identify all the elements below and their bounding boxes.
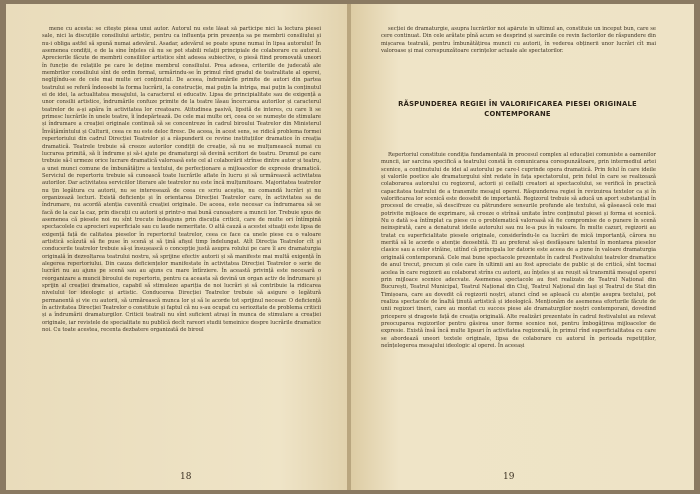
right-page [351, 4, 694, 490]
open-book [6, 4, 694, 490]
right-page-body: Repertoriul constituie condiția fundamentală în procesul complex al educației comuniste a oamenilor muncii, iar sarcina specifică a teatrului constă în comunicarea corespunzătoare, prin intermediul artei scenice, a conținutului de idei al autorului pe care-l cuprinde opera dramatică. Prin felul în care ideile și valorile poetice ale dramaturgului sînt redate în fața spectatorului, prin felul în care se realizează colaborarea autorului cu regizorul, actorii și ceilalți creatori ai spectacolului, se verifică în practică capacitatea teatrului de a transmite mesajul operei. Răspunderea regiei în revizuirea textelor ca și în valorificarea lor scenică este deosebit de importantă. Regizorul trebuie să aducă un aport substanțial în procesul de creație, să descifreze cu pătrundere sensurile profunde ale textului, să găsească cele mai potrivite mijloace de exprimare, să creeze o strînsă unitate între conținutul piesei și forma ei scenică. Nu o dată s-a întîmplat ca piese cu o problematică valoroasă să fie compromise de o punere în scenă neinspirată, care a denaturat ideile autorului sau nu le-a pus în valoare. În multe cazuri, regizorii au tratat cu superficialitate piesele originale, considerîndu-le ca lucrări de mică importanță, cărora nu merită să le acorde o atenție deosebită. Ei au preferat să-și desfășoare talentul în montarea pieselor clasice sau a celor străine, uitînd că principala lor datorie este aceea de a pune în valoare dramaturgia originală contemporană. Cele mai bune spectacole prezentate în cadrul Festivalului teatrelor dramatice de anul trecut, precum și cele care în ultimii ani au fost apreciate de public și de critică, sînt tocmai acelea în care regizorii au colaborat strîns cu autorii, au înțeles și au reușit să transmită mesajul operei prin mijloace scenice adecvate. Asemenea spectacole au fost realizate de Teatrul Național din București, Teatrul Municipal, Teatrul Național din Cluj, Teatrul Național din Iași și Teatrul de Stat din Timișoara, care au dovedit că regizorii noștri, atunci cînd se apleacă cu atenție asupra textului, pot realiza spectacole de înaltă ținută artistică și ideologică. Menționăm de asemenea eforturile făcute de unii regizori tineri, care au montat cu succes piese ale dramaturgilor noștri contemporani, dovedind pricepere și dragoste față de creația originală. Alte realizări prezentate în cadrul festivalului au relevat preocuparea regizorilor pentru găsirea unor forme scenice noi, pentru îmbogățirea mijloacelor de expresie. Există însă încă multe lipsuri în activitatea regizorală, în primul rînd superficialitatea cu care se abordează uneori textele originale, lipsa de colaborare cu autorul în perioada repetițiilor, neînțelegerea mesajului ideologic al operei. În aceeași [381, 152, 656, 349]
left-page-number: 18 [180, 472, 192, 482]
right-page-top-text: secției de dramaturgie, asupra lucrărilor noi apărute în ultimul an, constituie un început bun, care se cere continuat. Din cele arătate pînă acum se desprind și sarcinile ce revin factorilor de răspundere din mișcarea teatrală, pentru îmbunătățirea muncii cu autorii, în vederea obținerii unor lucrări cît mai valoroase și mai corespunzătoare cerințelor actuale ale spectatorilor. [381, 26, 656, 55]
left-page [6, 4, 349, 490]
right-page-number: 19 [503, 472, 515, 482]
section-heading: RĂSPUNDEREA REGIEI ÎN VALORIFICAREA PIESEI ORIGINALE CONTEMPORANE [398, 100, 637, 118]
left-page-body: mene cu acesta: se citește piesa unui autor. Autorul nu este lăsat să participe nici la lectura piesei sale, nici la discuțiile consiliului artistic, pentru ca influența prin prezența sa pe membrii consiliului și nu-i obliga astfel să spună numai adevărul. Asadar, adevărul se poate spune numai în lipsa autorului! În asemenea condiții, e de la sine înțeles că nu se pot stabili relații principiale de colaborare cu autorul. Aprecierile făcute de membrii consiliilor artistice sînt adesea subiective, o piesă fiind promovată uneori în funcție de relațiile pe care le deține membrul consiliului. Prea adesea, criteriile de judecată ale membrilor consiliului sînt de ordin formal, urmărindu-se în primul rînd gradul de teatralitate al operei, neglijîndu-se de cele mai multe ori conținutul. De aceea, îndrumările primite de autori din partea teatrului se referă îndeosebi la forma lucrării, la construcție, mai puțin la intriga, mai puțin la conținutul ei de idei, la actualitatea mesajului, la caracterul ei educativ. Lipsa de principialitate sau de exigență a unor consilii artistice, îndrumările confuze primite de la teatre lăsau încercarea autorilor și caracterul teatrelor de a-și apăra în activitatea lor creatoare. Atitudinea pasivă, lipsită de interes, cu care li se primesc lucrările în unele teatre, îi îndepărtează. De cele mai multe ori, ceea ce se numește de stimulare și îndrumare a creației originale continuă să se concentreze în cadrul biroului Teatrelor din Ministerul Învățămîntului și Culturii, ceea ce nu este deloc firesc. De aceea, în acest sens, se ridică problema formei repertoriului din cadrul Direcției Teatrelor și a răspunderii ce revine instituțiilor dramatice în creația dramatică. Teatrele trebuie să creeze autorilor condiții de creație, să nu se mulțumească numai cu lucrarea primită, să îi îndrume și să-i ajute pe dramaturgi să devină scriitori de teatru. Drumul pe care trebuie să-l urmeze orice lucrare dramatică valoroasă este cel al colaborării strînse dintre autor și teatru, a unei munci comune de îmbunătățire a textului, de perfecționare a mijloacelor de expresie dramatică. Serviciul de repertoriu trebuie să cunoască toate lucrările aflate în lucru și să urmărească activitatea autorilor. Dar activitatea serviciilor literare ale teatrelor nu este încă mulțumitoare. Majoritatea teatrelor nu țin legătura cu autorii, nu se interesează de ceea ce scriu aceștia, nu comandă lucrări și nu organizează lecturi. Există deficiențe și în orientarea Direcției Teatrelor care, în activitatea sa de îndrumare, nu acordă atenția cuvenită creației originale. De aceea, este necesar ca îndrumarea să se facă de la caz la caz, prin discuții cu autorii și printr-o mai bună cunoaștere a muncii lor. Trebuie spus de asemenea că piesele noi nu sînt trecute îndeajuns prin discuția criticii, care de multe ori întîmpină spectacolele cu aprecieri superficiale sau cu laude nemeritate. O altă cauză a acestei situații este lipsa de exigență față de calitatea pieselor în repertoriul teatrelor, ceea ce face ca unele piese cu o valoare artistică scăzută să fie puse în scenă și să țină afișul timp îndelungat. Atît Direcția Teatrelor cît și conducerile teatrelor trebuie să-și însușească o concepție justă asupra rolului pe care îl are dramaturgia originală în dezvoltarea teatrului nostru, să sprijine efectiv autorii și să manifeste mai multă exigență în alegerea repertoriului. Din cauza deficiențelor manifestate în activitatea Direcției Teatrelor o serie de lucrări nu au ajuns pe scenă sau au ajuns cu mare întîrziere. În această privință este necesară o reorganizare a muncii biroului de repertoriu, pentru ca aceasta să devină un organ activ de îndrumare și sprijin al creației dramatice, capabil să stimuleze apariția de noi lucrări și să contribuie la ridicarea nivelului lor ideologic și artistic. Conducerea Direcției Teatrelor trebuie să asigure o legătură permanentă și vie cu autorii, să urmărească munca lor și să le acorde tot sprijinul necesar. O deficiență în activitatea Direcției Teatrelor o constituie și faptul că nu s-au ocupat cu seriozitate de problema criticii și a îndrumării dramaturgilor. Criticii teatrali nu sînt suficient atrași în munca de stimulare a creației originale, iar revistele de specialitate nu publică decît rareori studii temeinice despre lucrările dramatice noi. Cu toate acestea, recenta dezbatere organizată de biroul [42, 26, 321, 334]
